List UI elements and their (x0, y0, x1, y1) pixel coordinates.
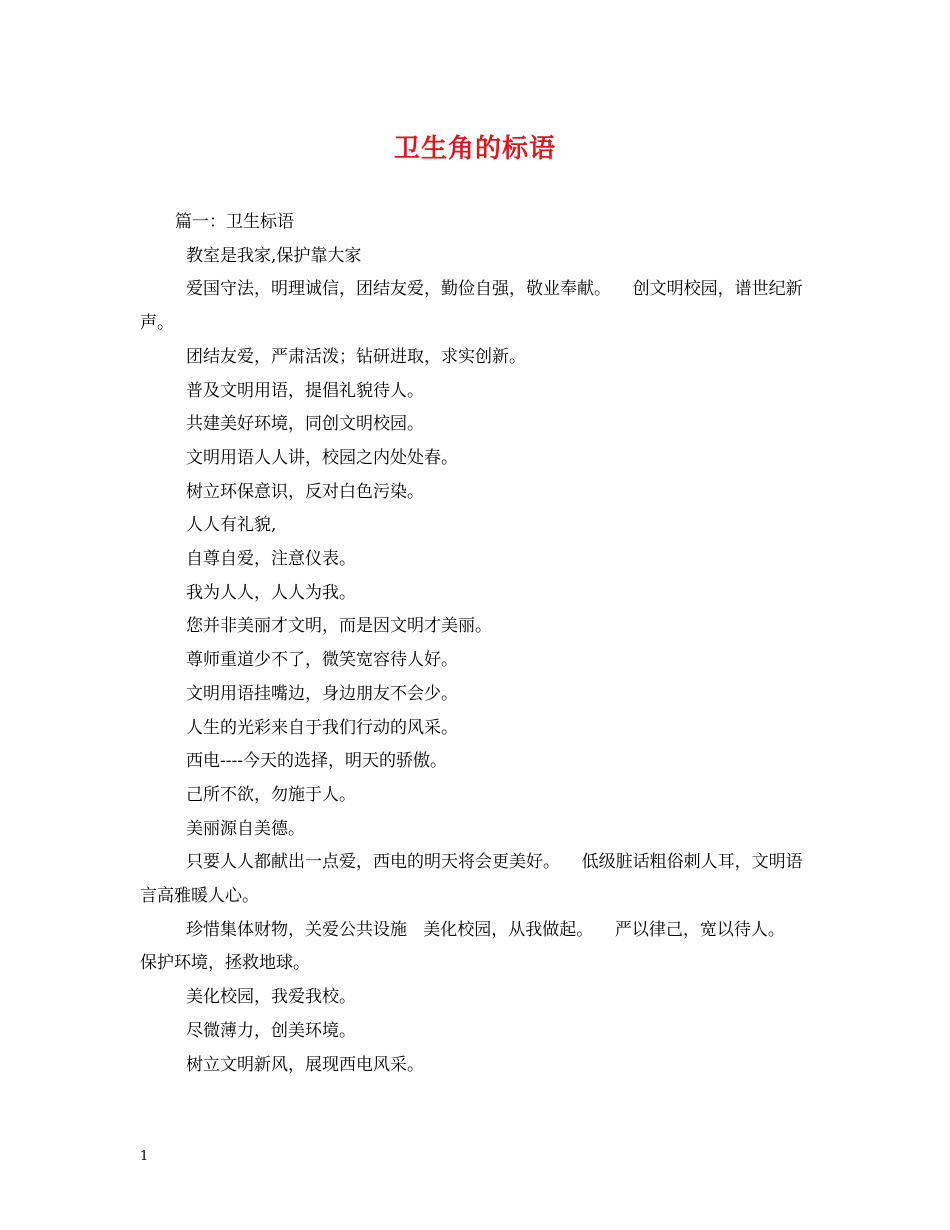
slogan-paragraph: 树立文明新风，展现西电风采。 (186, 1054, 424, 1075)
document-title: 卫生角的标语 (393, 134, 556, 164)
slogan-paragraph: 文明用语挂嘴边，身边朋友不会少。 (186, 683, 458, 704)
slogan-paragraph: 自尊自爱，注意仪表。 (186, 549, 356, 570)
slogan-paragraph: 珍惜集体财物，关爱公共设施 美化校园，从我做起。 严以律己，宽以待人。 保护环境，拯救地球。 (140, 919, 802, 974)
slogan-paragraph: 西电----今天的选择，明天的骄傲。 (186, 751, 447, 772)
document-body (140, 206, 812, 1082)
slogan-paragraph: 团结友爱，严肃活泼；钻研进取，求实创新。 (186, 346, 526, 367)
slogan-paragraph: 只要人人都献出一点爱，西电的明天将会更美好。 低级脏话粗俗刺人耳，文明语言高雅暖人心。 (140, 852, 803, 907)
slogan-paragraph: 尊师重道少不了，微笑宽容待人好。 (186, 650, 458, 671)
slogan-paragraph: 美丽源自美德。 (186, 818, 305, 839)
slogan-paragraph: 您并非美丽才文明，而是因文明才美丽。 (186, 616, 492, 637)
slogan-paragraph: 人生的光彩来自于我们行动的风采。 (186, 717, 458, 738)
slogan-paragraph: 尽微薄力，创美环境。 (186, 1020, 356, 1041)
section-heading: 篇一：卫生标语 (175, 212, 294, 232)
page-number: 1 (140, 1149, 149, 1164)
slogan-paragraph: 共建美好环境，同创文明校园。 (186, 414, 424, 435)
slogan-paragraph: 树立环保意识，反对白色污染。 (186, 481, 424, 502)
slogan-paragraph: 人人有礼貌, (186, 515, 277, 536)
slogan-paragraph: 我为人人，人人为我。 (186, 582, 356, 603)
slogan-paragraph: 己所不欲，勿施于人。 (186, 784, 356, 805)
slogan-paragraph: 美化校园，我爱我校。 (186, 987, 356, 1008)
slogan-paragraph: 教室是我家,保护靠大家 (186, 245, 362, 266)
slogan-paragraph: 文明用语人人讲，校园之内处处春。 (186, 447, 458, 468)
slogan-paragraph: 普及文明用语，提倡礼貌待人。 (186, 380, 424, 401)
slogan-paragraph: 爱国守法，明理诚信，团结友爱，勤俭自强，敬业奉献。 创文明校园，谱世纪新声。 (140, 279, 803, 334)
